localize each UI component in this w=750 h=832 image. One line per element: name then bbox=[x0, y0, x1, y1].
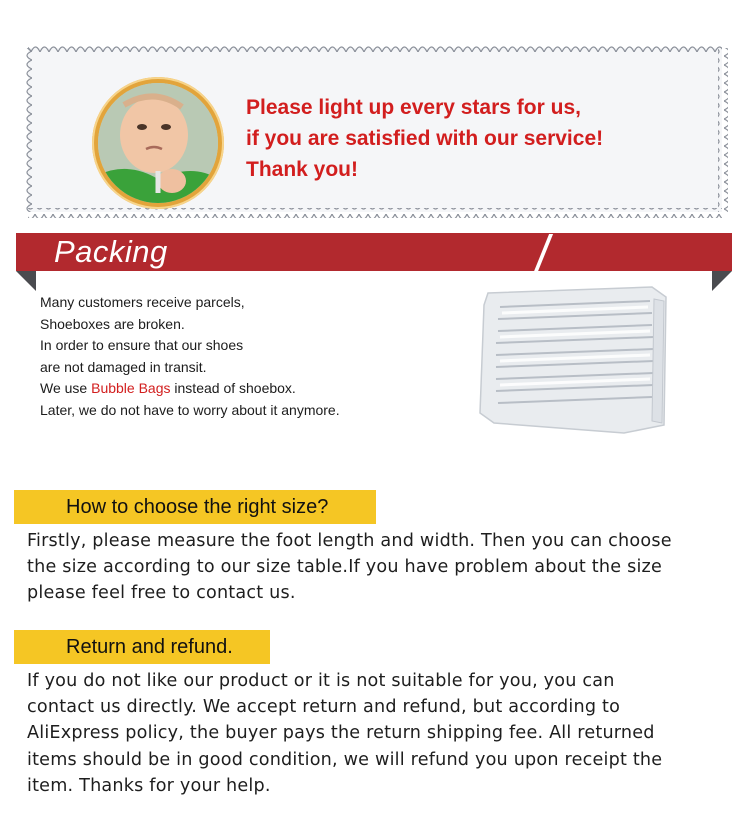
bubble-bag-image bbox=[474, 285, 670, 435]
thanks-line-1: Please light up every stars for us, bbox=[246, 96, 581, 119]
ribbon-fold-right bbox=[712, 271, 732, 291]
packing-line: Later, we do not have to worry about it anymore. bbox=[40, 401, 340, 418]
refund-section-title: Return and refund. bbox=[66, 636, 233, 658]
packing-line: Many customers receive parcels, bbox=[40, 294, 245, 310]
ribbon-fold-left bbox=[16, 271, 36, 291]
bubble-suffix: instead of shoebox. bbox=[170, 380, 296, 396]
size-line: please feel free to contact us. bbox=[27, 583, 296, 604]
thank-you-message bbox=[246, 92, 603, 185]
size-line: Firstly, please measure the foot length and width. Then you can choose bbox=[27, 531, 672, 551]
thank-you-banner bbox=[22, 42, 728, 218]
thanks-line-2: if you are satisfied with our service! bbox=[246, 127, 604, 150]
bubble-bags-line bbox=[40, 378, 340, 400]
packing-line: Shoeboxes are broken. bbox=[40, 315, 185, 332]
size-section-title: How to choose the right size? bbox=[66, 496, 329, 518]
refund-line: item. Thanks for your help. bbox=[27, 775, 271, 796]
refund-section-body bbox=[27, 668, 662, 799]
baby-photo bbox=[98, 83, 218, 203]
baby-face-illustration bbox=[98, 83, 218, 203]
packing-line: are not damaged in transit. bbox=[40, 358, 207, 375]
bubble-bags-highlight: Bubble Bags bbox=[91, 380, 171, 396]
size-line: the size according to our size table.If you have problem about the size bbox=[27, 557, 662, 578]
avatar bbox=[92, 77, 224, 209]
packing-title: Packing bbox=[54, 234, 168, 269]
size-section-body bbox=[27, 528, 672, 607]
refund-section-header bbox=[14, 630, 270, 664]
size-section-header bbox=[14, 490, 376, 524]
thanks-line-3: Thank you! bbox=[246, 158, 359, 181]
refund-line: AliExpress policy, the buyer pays the return shipping fee. All returned bbox=[27, 723, 655, 744]
refund-line: items should be in good condition, we will refund you upon receipt the bbox=[27, 749, 663, 770]
refund-line: If you do not like our product or it is not suitable for you, you can bbox=[27, 671, 615, 691]
packing-line: In order to ensure that our shoes bbox=[40, 337, 244, 353]
refund-line: contact us directly. We accept return and refund, but according to bbox=[27, 697, 621, 718]
packing-description bbox=[40, 292, 340, 421]
bubble-prefix: We use bbox=[40, 380, 92, 396]
